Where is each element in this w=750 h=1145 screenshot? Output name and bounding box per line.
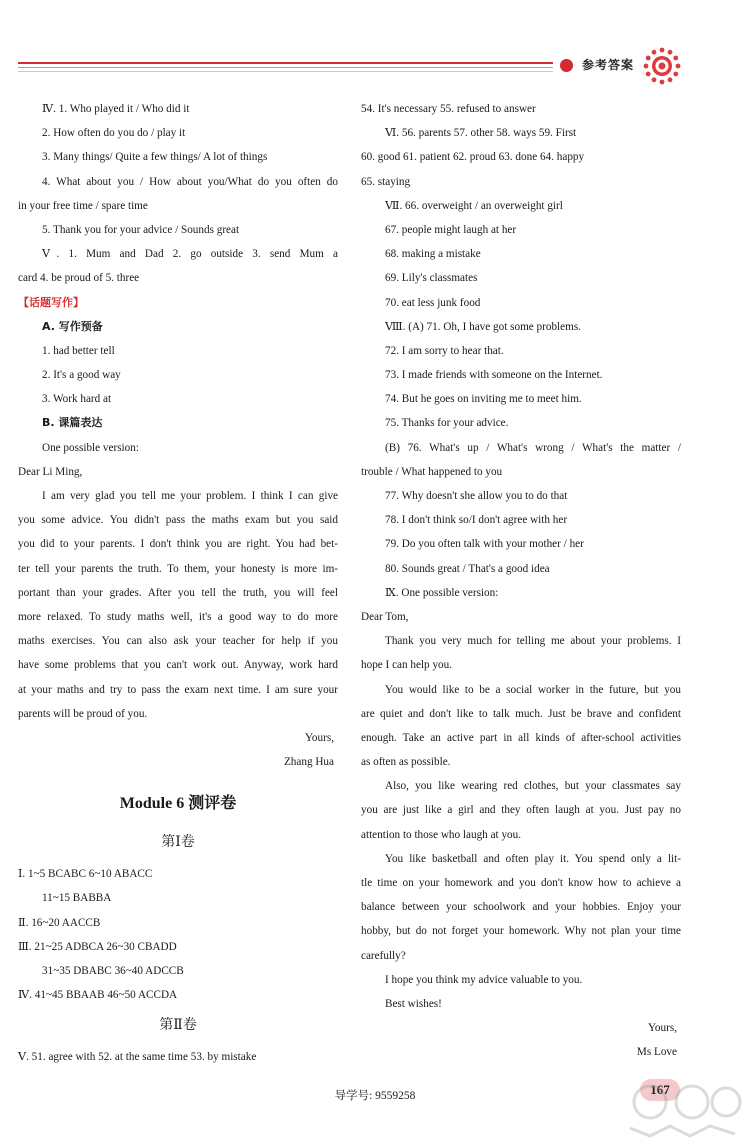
answer-line: 【话题写作】 bbox=[18, 295, 84, 309]
right-column bbox=[361, 97, 681, 1065]
answer-line: attention to those who laugh at you. bbox=[361, 828, 522, 841]
answer-line: Ⅶ. 66. overweight / an overweight girl bbox=[385, 199, 563, 212]
answer-line: ter tell your parents the truth. To them, your honesty is more im- bbox=[18, 562, 338, 575]
answer-line: 80. Sounds great / That's a good idea bbox=[385, 562, 550, 575]
answer-line: 74. But he goes on inviting me to meet him. bbox=[385, 393, 582, 406]
answer-line: Yours, bbox=[647, 1022, 677, 1035]
volume-2-heading: 第Ⅱ卷 bbox=[159, 1018, 197, 1034]
answer-line: Ⅸ. One possible version: bbox=[385, 586, 499, 599]
answer-line: 3. Many things/ Quite a few things/ A lot of things bbox=[42, 151, 268, 164]
answer-line: more relaxed. To study maths well, it's a good way to do more bbox=[18, 610, 338, 623]
answer-line: One possible version: bbox=[42, 441, 139, 454]
answer-line: A. 写作预备 bbox=[42, 319, 103, 333]
answer-line: 79. Do you often talk with your mother / her bbox=[385, 538, 584, 551]
answer-line: Ⅷ. (A) 71. Oh, I have got some problems. bbox=[385, 320, 581, 333]
answer-line: you are just like a girl and they often laugh at you. Just pay no bbox=[361, 804, 681, 817]
header-title: 参考答案 bbox=[582, 58, 635, 72]
answer-line: Best wishes! bbox=[385, 997, 442, 1010]
volume-1-heading: 第Ⅰ卷 bbox=[161, 835, 195, 851]
header-bullet-icon bbox=[560, 59, 573, 72]
answer-line: balance between your schoolwork and your hobbies. Enjoy your bbox=[361, 901, 681, 914]
answer-line: trouble / What happened to you bbox=[361, 465, 503, 478]
answer-line: have some problems that you can't work out. Anyway, work hard bbox=[18, 659, 338, 672]
answer-line: 1. had better tell bbox=[42, 344, 115, 357]
answer-line: Dear Tom, bbox=[361, 610, 409, 623]
answer-line: You like basketball and often play it. You spend only a lit- bbox=[385, 852, 681, 865]
header-rule-3 bbox=[18, 71, 553, 72]
answer-line: 3. Work hard at bbox=[42, 393, 112, 406]
answer-line: in your free time / spare time bbox=[18, 199, 148, 212]
answer-line: 2. How often do you do / play it bbox=[42, 127, 186, 140]
answer-line: You would like to be a social worker in the future, but you bbox=[385, 683, 681, 696]
answer-line: tle time on your homework and you don't know how to achieve a bbox=[361, 877, 681, 889]
answer-line: maths exercises. You can also ask your teacher for help if you bbox=[18, 635, 338, 648]
answer-line: Ⅴ. 1. Mum and Dad 2. go outside 3. send Mum a bbox=[42, 248, 338, 261]
answer-line: Also, you like wearing red clothes, but your classmates say bbox=[385, 780, 681, 793]
watermark-logo-icon bbox=[620, 1080, 745, 1140]
answer-line: you did to your parents. I don't think you are right. You had bet- bbox=[18, 538, 338, 551]
answer-line: 67. people might laugh at her bbox=[385, 223, 517, 236]
answer-line: I hope you think my advice valuable to you. bbox=[385, 973, 583, 986]
answer-line: 70. eat less junk food bbox=[385, 296, 481, 309]
answer-line: 68. making a mistake bbox=[385, 248, 481, 261]
answer-line: 2. It's a good way bbox=[42, 369, 121, 382]
answer-line: 78. I don't think so/I don't agree with her bbox=[385, 514, 568, 527]
answer-line: 77. Why doesn't she allow you to do that bbox=[385, 490, 568, 502]
answer-line: Ⅳ. 41~45 BBAAB 46~50 ACCDA bbox=[18, 989, 178, 1002]
volume-1-answers bbox=[18, 862, 338, 1007]
sun-logo-icon bbox=[642, 46, 682, 86]
answer-line: Dear Li Ming, bbox=[18, 465, 83, 478]
answer-line: hobby, but do not forget your homework. Why not plan your time bbox=[361, 925, 681, 938]
answer-line: are quiet and don't like to talk much. Just be brave and confident bbox=[361, 707, 681, 720]
answer-line: hope I can help you. bbox=[361, 659, 453, 672]
answer-line: Thank you very much for telling me about your problems. I bbox=[385, 635, 681, 648]
answer-line: Ⅵ. 56. parents 57. other 58. ways 59. First bbox=[385, 127, 577, 140]
answer-line: 4. What about you / How about you/What do you often do bbox=[42, 175, 338, 188]
volume-2-answers bbox=[18, 1045, 338, 1069]
answer-line: Ⅱ. 16~20 AACCB bbox=[18, 916, 101, 929]
answer-line: 5. Thank you for your advice / Sounds great bbox=[42, 223, 240, 236]
answer-line: enough. Take an active part in all kinds of after-school activities bbox=[361, 731, 681, 744]
answer-line: B. 课篇表达 bbox=[42, 416, 103, 430]
left-column bbox=[18, 97, 338, 1070]
answer-line: carefully? bbox=[361, 949, 406, 962]
answer-line: card 4. be proud of 5. three bbox=[18, 272, 140, 285]
answer-line: Ⅳ. 1. Who played it / Who did it bbox=[42, 103, 190, 115]
answer-line: you some advice. You didn't pass the maths exam but you said bbox=[18, 514, 338, 527]
right-answer-lines bbox=[361, 97, 681, 1065]
answer-line: 65. staying bbox=[361, 175, 411, 188]
answer-line: 69. Lily's classmates bbox=[385, 272, 478, 285]
footer-code: 导学号: 9559258 bbox=[334, 1090, 416, 1102]
answer-line: Zhang Hua bbox=[283, 756, 334, 769]
module-title: Module 6 测评卷 bbox=[119, 795, 237, 813]
header-rule-2 bbox=[18, 67, 553, 68]
answer-line: as often as possible. bbox=[361, 756, 451, 769]
answer-line: parents will be proud of you. bbox=[18, 707, 148, 720]
answer-line: at your maths and try to pass the exam next time. I am sure your bbox=[18, 683, 338, 696]
answer-line: I am very glad you tell me your problem. I think I can give bbox=[42, 490, 338, 502]
answer-line: (B) 76. What's up / What's wrong / What's the matter / bbox=[385, 441, 681, 454]
answer-line: 60. good 61. patient 62. proud 63. done 64. happy bbox=[361, 151, 585, 164]
answer-line: 72. I am sorry to hear that. bbox=[385, 344, 504, 357]
answer-line: Yours, bbox=[304, 731, 334, 744]
answer-line: 73. I made friends with someone on the Internet. bbox=[385, 369, 603, 382]
answer-line: 54. It's necessary 55. refused to answer bbox=[361, 103, 536, 115]
answer-line: Ⅲ. 21~25 ADBCA 26~30 CBADD bbox=[18, 940, 177, 953]
answer-line: 11~15 BABBA bbox=[42, 892, 112, 905]
answer-line: Ⅰ. 1~5 BCABC 6~10 ABACC bbox=[18, 868, 153, 881]
header-rule bbox=[18, 62, 553, 64]
answer-line: 75. Thanks for your advice. bbox=[385, 417, 509, 430]
answer-line: Ms Love bbox=[636, 1046, 677, 1059]
page-number: 167 bbox=[640, 1079, 680, 1101]
answer-line: 31~35 DBABC 36~40 ADCCB bbox=[42, 965, 184, 977]
answer-line: portant than your grades. After you tell the truth, you will feel bbox=[18, 586, 338, 599]
left-answer-lines bbox=[18, 97, 338, 774]
answer-line: Ⅴ. 51. agree with 52. at the same time 53. by mistake bbox=[18, 1051, 257, 1064]
